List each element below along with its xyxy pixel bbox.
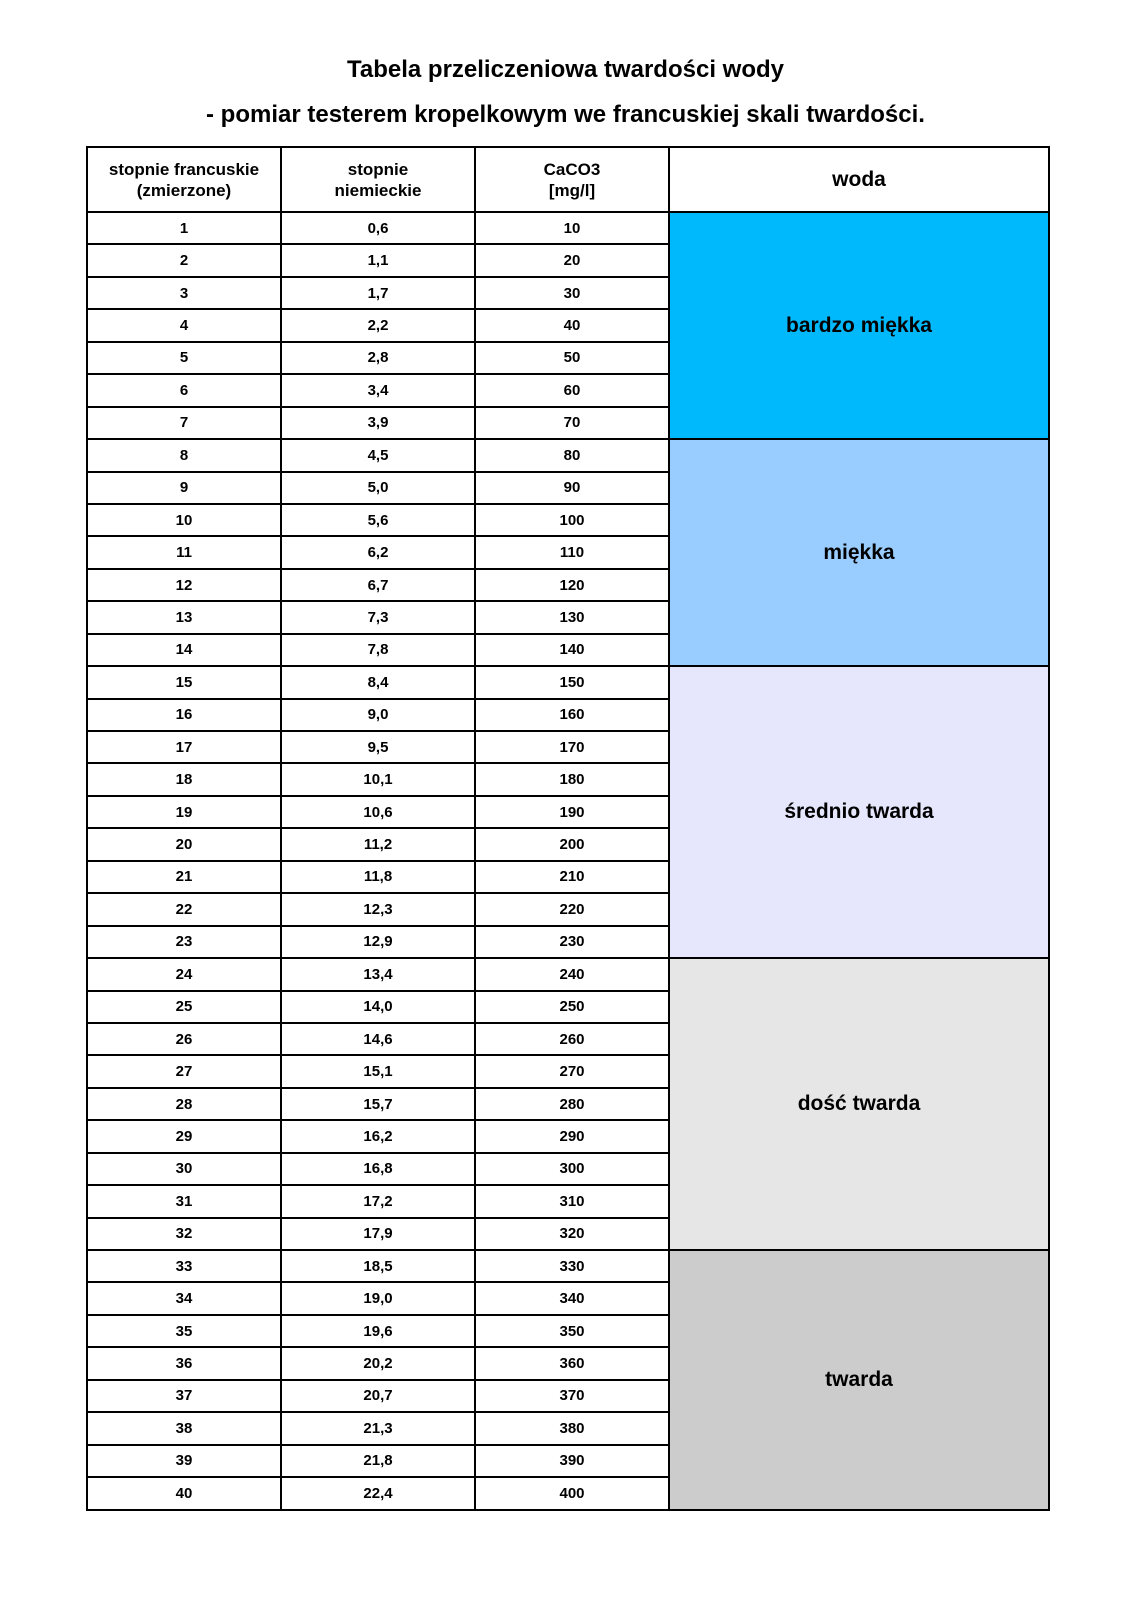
german-value: 17,9 bbox=[281, 1218, 475, 1250]
french-value: 40 bbox=[87, 1477, 281, 1509]
table-row bbox=[87, 439, 1049, 471]
german-value: 2,8 bbox=[281, 342, 475, 374]
french-value: 12 bbox=[87, 569, 281, 601]
german-value: 12,9 bbox=[281, 926, 475, 958]
caco3-value: 350 bbox=[475, 1315, 669, 1347]
german-value: 3,9 bbox=[281, 407, 475, 439]
caco3-value: 200 bbox=[475, 828, 669, 860]
french-value: 27 bbox=[87, 1055, 281, 1087]
caco3-value: 220 bbox=[475, 893, 669, 925]
german-value: 12,3 bbox=[281, 893, 475, 925]
french-value: 6 bbox=[87, 374, 281, 406]
caco3-value: 170 bbox=[475, 731, 669, 763]
german-value: 19,0 bbox=[281, 1282, 475, 1314]
header-french-degrees bbox=[87, 147, 281, 212]
french-value: 31 bbox=[87, 1185, 281, 1217]
french-value: 18 bbox=[87, 763, 281, 795]
caco3-value: 160 bbox=[475, 699, 669, 731]
header-german-degrees bbox=[281, 147, 475, 212]
french-value: 10 bbox=[87, 504, 281, 536]
caco3-value: 290 bbox=[475, 1120, 669, 1152]
caco3-value: 120 bbox=[475, 569, 669, 601]
caco3-value: 150 bbox=[475, 666, 669, 698]
french-value: 30 bbox=[87, 1153, 281, 1185]
german-value: 2,2 bbox=[281, 309, 475, 341]
caco3-value: 20 bbox=[475, 244, 669, 276]
german-value: 4,5 bbox=[281, 439, 475, 471]
french-value: 39 bbox=[87, 1445, 281, 1477]
german-value: 5,6 bbox=[281, 504, 475, 536]
german-value: 10,6 bbox=[281, 796, 475, 828]
caco3-value: 80 bbox=[475, 439, 669, 471]
caco3-value: 240 bbox=[475, 958, 669, 990]
german-value: 8,4 bbox=[281, 666, 475, 698]
header-caco3-line-1: CaCO3 bbox=[543, 159, 601, 179]
caco3-value: 230 bbox=[475, 926, 669, 958]
german-value: 17,2 bbox=[281, 1185, 475, 1217]
caco3-value: 370 bbox=[475, 1380, 669, 1412]
header-caco3-line-2: [mg/l] bbox=[548, 180, 596, 200]
french-value: 17 bbox=[87, 731, 281, 763]
water-class-cell: bardzo miękka bbox=[669, 212, 1049, 439]
french-value: 19 bbox=[87, 796, 281, 828]
water-class-cell: dość twarda bbox=[669, 958, 1049, 1250]
caco3-value: 130 bbox=[475, 601, 669, 633]
german-value: 1,7 bbox=[281, 277, 475, 309]
german-value: 13,4 bbox=[281, 958, 475, 990]
french-value: 5 bbox=[87, 342, 281, 374]
german-value: 3,4 bbox=[281, 374, 475, 406]
french-value: 28 bbox=[87, 1088, 281, 1120]
german-value: 1,1 bbox=[281, 244, 475, 276]
caco3-value: 180 bbox=[475, 763, 669, 795]
caco3-value: 140 bbox=[475, 634, 669, 666]
french-value: 21 bbox=[87, 861, 281, 893]
title-line-1: Tabela przeliczeniowa twardości wody bbox=[346, 56, 784, 83]
caco3-value: 400 bbox=[475, 1477, 669, 1509]
german-value: 16,8 bbox=[281, 1153, 475, 1185]
table-row bbox=[87, 1250, 1049, 1282]
header-water: woda bbox=[669, 147, 1049, 212]
water-class-cell: średnio twarda bbox=[669, 666, 1049, 958]
table-row bbox=[87, 666, 1049, 698]
french-value: 32 bbox=[87, 1218, 281, 1250]
caco3-value: 210 bbox=[475, 861, 669, 893]
caco3-value: 260 bbox=[475, 1023, 669, 1055]
caco3-value: 100 bbox=[475, 504, 669, 536]
caco3-value: 330 bbox=[475, 1250, 669, 1282]
caco3-value: 340 bbox=[475, 1282, 669, 1314]
french-value: 25 bbox=[87, 991, 281, 1023]
caco3-value: 60 bbox=[475, 374, 669, 406]
german-value: 7,3 bbox=[281, 601, 475, 633]
header-french-line-1: stopnie francuskie bbox=[108, 159, 260, 179]
german-value: 21,8 bbox=[281, 1445, 475, 1477]
french-value: 38 bbox=[87, 1412, 281, 1444]
caco3-value: 50 bbox=[475, 342, 669, 374]
water-class-cell: twarda bbox=[669, 1250, 1049, 1510]
german-value: 10,1 bbox=[281, 763, 475, 795]
caco3-value: 300 bbox=[475, 1153, 669, 1185]
caco3-value: 110 bbox=[475, 536, 669, 568]
french-value: 7 bbox=[87, 407, 281, 439]
french-value: 35 bbox=[87, 1315, 281, 1347]
german-value: 15,1 bbox=[281, 1055, 475, 1087]
water-class-cell: miękka bbox=[669, 439, 1049, 666]
german-value: 6,7 bbox=[281, 569, 475, 601]
french-value: 33 bbox=[87, 1250, 281, 1282]
french-value: 16 bbox=[87, 699, 281, 731]
german-value: 7,8 bbox=[281, 634, 475, 666]
german-value: 9,0 bbox=[281, 699, 475, 731]
header-german-line-2: niemieckie bbox=[334, 180, 422, 200]
french-value: 22 bbox=[87, 893, 281, 925]
caco3-value: 360 bbox=[475, 1347, 669, 1379]
caco3-value: 190 bbox=[475, 796, 669, 828]
german-value: 11,2 bbox=[281, 828, 475, 860]
caco3-value: 310 bbox=[475, 1185, 669, 1217]
caco3-value: 90 bbox=[475, 472, 669, 504]
german-value: 20,7 bbox=[281, 1380, 475, 1412]
french-value: 2 bbox=[87, 244, 281, 276]
german-value: 14,6 bbox=[281, 1023, 475, 1055]
german-value: 18,5 bbox=[281, 1250, 475, 1282]
caco3-value: 320 bbox=[475, 1218, 669, 1250]
german-value: 11,8 bbox=[281, 861, 475, 893]
german-value: 16,2 bbox=[281, 1120, 475, 1152]
caco3-value: 10 bbox=[475, 212, 669, 244]
french-value: 26 bbox=[87, 1023, 281, 1055]
french-value: 20 bbox=[87, 828, 281, 860]
french-value: 15 bbox=[87, 666, 281, 698]
french-value: 4 bbox=[87, 309, 281, 341]
german-value: 9,5 bbox=[281, 731, 475, 763]
german-value: 19,6 bbox=[281, 1315, 475, 1347]
french-value: 11 bbox=[87, 536, 281, 568]
header-caco3 bbox=[475, 147, 669, 212]
caco3-value: 40 bbox=[475, 309, 669, 341]
french-value: 23 bbox=[87, 926, 281, 958]
french-value: 3 bbox=[87, 277, 281, 309]
french-value: 13 bbox=[87, 601, 281, 633]
caco3-value: 280 bbox=[475, 1088, 669, 1120]
caco3-value: 250 bbox=[475, 991, 669, 1023]
german-value: 6,2 bbox=[281, 536, 475, 568]
german-value: 20,2 bbox=[281, 1347, 475, 1379]
header-row bbox=[87, 147, 1049, 212]
caco3-value: 270 bbox=[475, 1055, 669, 1087]
french-value: 29 bbox=[87, 1120, 281, 1152]
french-value: 37 bbox=[87, 1380, 281, 1412]
title-line-2: - pomiar testerem kropelkowym we francuskiej skali twardości. bbox=[206, 101, 925, 128]
german-value: 14,0 bbox=[281, 991, 475, 1023]
hardness-table bbox=[86, 146, 1050, 1511]
table-row bbox=[87, 958, 1049, 990]
german-value: 0,6 bbox=[281, 212, 475, 244]
french-value: 1 bbox=[87, 212, 281, 244]
header-french-line-2: (zmierzone) bbox=[136, 180, 232, 200]
french-value: 8 bbox=[87, 439, 281, 471]
french-value: 24 bbox=[87, 958, 281, 990]
french-value: 36 bbox=[87, 1347, 281, 1379]
german-value: 15,7 bbox=[281, 1088, 475, 1120]
french-value: 34 bbox=[87, 1282, 281, 1314]
caco3-value: 70 bbox=[475, 407, 669, 439]
french-value: 14 bbox=[87, 634, 281, 666]
table-row bbox=[87, 212, 1049, 244]
header-german-line-1: stopnie bbox=[347, 159, 409, 179]
caco3-value: 380 bbox=[475, 1412, 669, 1444]
caco3-value: 390 bbox=[475, 1445, 669, 1477]
french-value: 9 bbox=[87, 472, 281, 504]
german-value: 5,0 bbox=[281, 472, 475, 504]
german-value: 21,3 bbox=[281, 1412, 475, 1444]
caco3-value: 30 bbox=[475, 277, 669, 309]
german-value: 22,4 bbox=[281, 1477, 475, 1509]
